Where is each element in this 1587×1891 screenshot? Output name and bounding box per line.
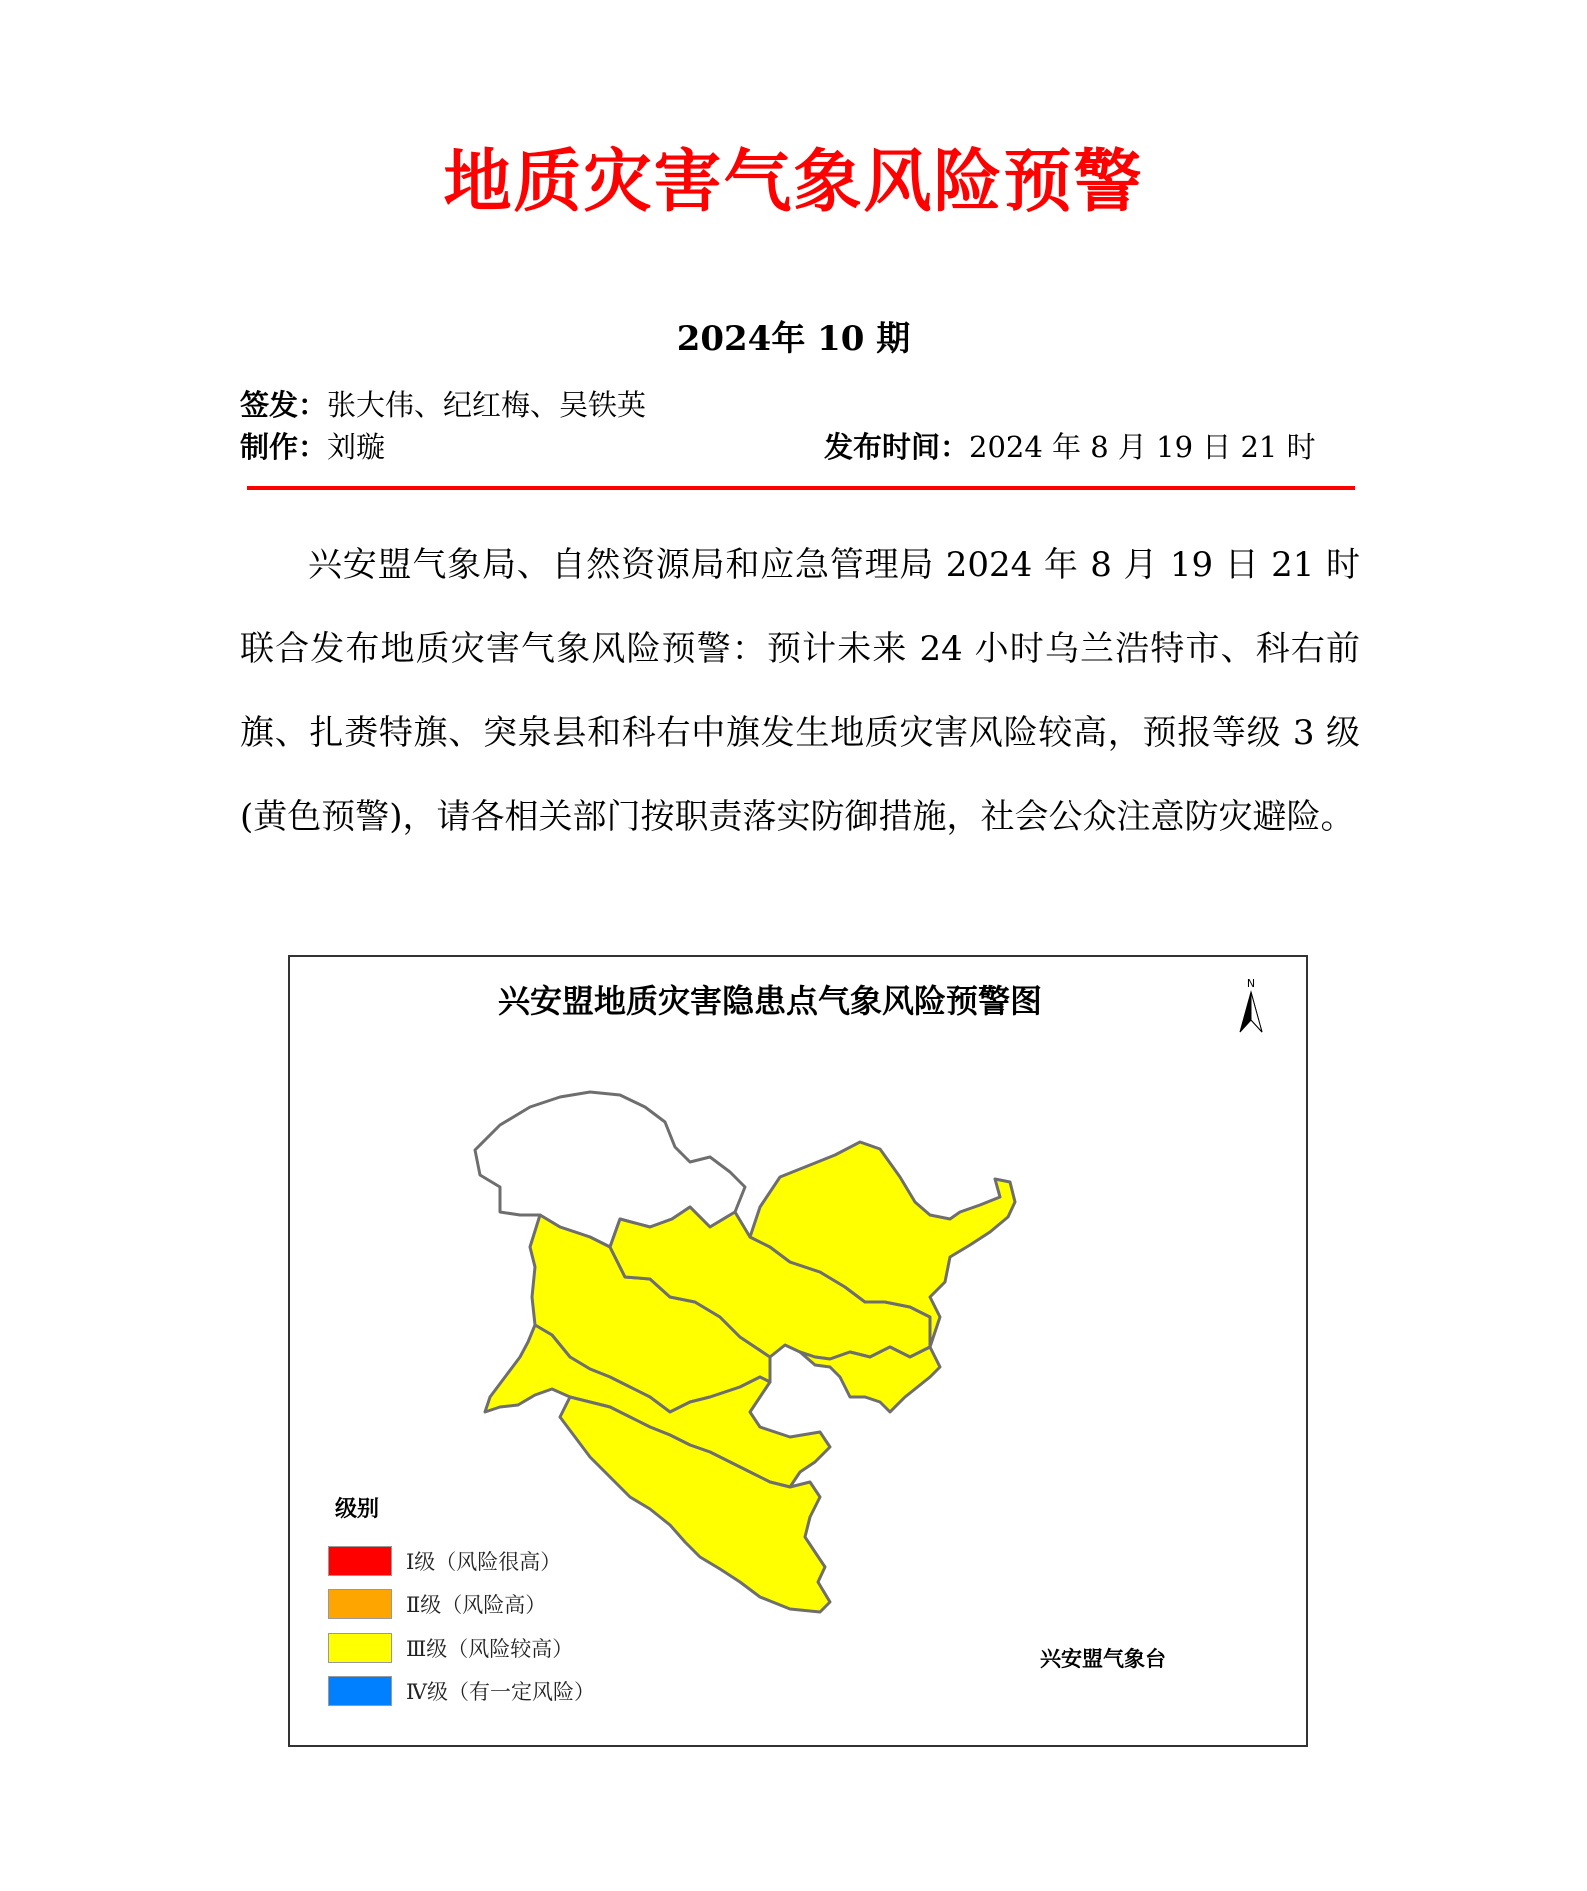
- legend-item-level-1: [328, 1545, 561, 1577]
- issuing-agency: 兴安盟气象台: [1040, 1647, 1166, 1671]
- legend-label-level-3: Ⅲ级（风险较高）: [406, 1637, 574, 1661]
- maker-label: 制作：: [240, 430, 328, 464]
- release-time-value: 2024 年 8 月 19 日 21 时: [969, 430, 1316, 464]
- warning-body-text: 兴安盟气象局、自然资源局和应急管理局 2024 年 8 月 19 日 21 时联合发布地质灾害气象风险预警：预计未来 24 小时乌兰浩特市、科右前旗、扎赉特旗、突泉县和科右中旗发生地质灾害风险较高，预报等级 3 级(黄色预警)，请各相关部门按职责落实防御措施，社会公众注意防灾避险。: [240, 545, 1360, 837]
- legend-title: 级别: [335, 1497, 380, 1522]
- release-time-line: [824, 430, 1316, 464]
- north-label: N: [1246, 977, 1256, 990]
- legend-label-level-2: Ⅱ级（风险高）: [406, 1593, 547, 1617]
- document-title: 地质灾害气象风险预警: [443, 142, 1144, 222]
- signer-names: 张大伟、纪红梅、吴铁英: [327, 388, 647, 422]
- legend-item-level-4: [328, 1675, 595, 1707]
- red-divider: [247, 486, 1355, 490]
- maker-line: [240, 430, 386, 464]
- region-map: [290, 957, 1306, 1745]
- signer-label: 签发：: [240, 388, 328, 422]
- legend-swatch-blue: [328, 1676, 392, 1706]
- maker-name: 刘璇: [327, 430, 386, 464]
- map-title: 兴安盟地质灾害隐患点气象风险预警图: [497, 982, 1042, 1020]
- signer-line: [240, 388, 647, 422]
- release-time-label: 发布时间：: [824, 430, 970, 464]
- issue-number: 2024年 10 期: [676, 319, 911, 359]
- legend-swatch-orange: [328, 1589, 392, 1619]
- legend-label-level-4: Ⅳ级（有一定风险）: [406, 1680, 595, 1704]
- risk-map-figure: [288, 955, 1308, 1747]
- legend-swatch-red: [328, 1546, 392, 1576]
- legend-swatch-yellow: [328, 1633, 392, 1663]
- legend-item-level-2: [328, 1588, 546, 1620]
- legend-label-level-1: Ⅰ级（风险很高）: [406, 1550, 562, 1574]
- north-arrow-icon: [1236, 977, 1266, 1037]
- map-region-east: [800, 1347, 940, 1412]
- legend-item-level-3: [328, 1632, 573, 1664]
